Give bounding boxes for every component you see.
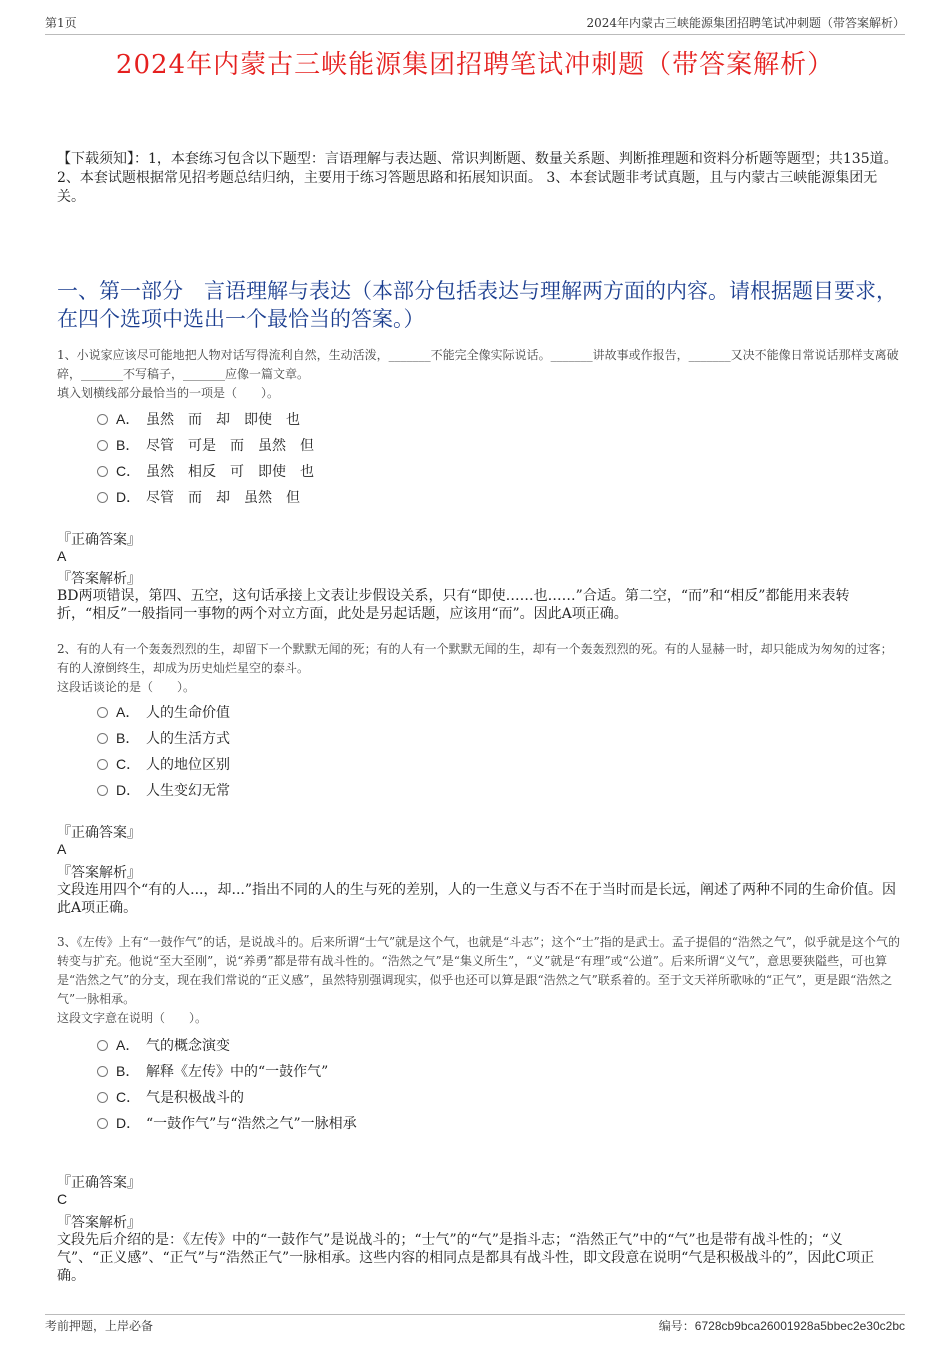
question-2-stem (57, 640, 902, 697)
radio-icon[interactable] (97, 707, 108, 718)
question-1-option-d[interactable]: D． 尽管 而 却 虽然 但 (97, 486, 300, 508)
radio-icon[interactable] (97, 785, 108, 796)
page-number: 第1页 (45, 16, 77, 30)
question-1-option-b[interactable]: B． 尽管 可是 而 虽然 但 (97, 434, 314, 456)
radio-icon[interactable] (97, 1092, 108, 1103)
radio-icon[interactable] (97, 1040, 108, 1051)
question-2-option-a[interactable]: A． 人的生命价值 (97, 701, 230, 723)
footer-slogan: 考前押题，上岸必备 (45, 1319, 154, 1333)
radio-icon[interactable] (97, 414, 108, 425)
analysis-text: 文段先后介绍的是：《左传》中的“一鼓作气”是说战斗的；“士气”的“气”是指斗志；“浩然正气”中的“气”也是带有战斗性的；“义气”、“正义感”、“正气”与“浩然正气”一脉相承。这些内容的相同点是都具有战斗性，即文段意在说明“气是积极战斗的”，因此C项正确。 (57, 1232, 875, 1284)
document-title: 2024年内蒙古三峡能源集团招聘笔试冲刺题（带答案解析） (115, 50, 835, 80)
answer-value: A (57, 548, 67, 564)
code-value: 6728cb9bca26001928a5bbec2e30c2bc (694, 1319, 905, 1333)
document-code (659, 1317, 905, 1334)
radio-icon[interactable] (97, 1118, 108, 1129)
answer-value: C (57, 1191, 68, 1207)
page-header (45, 14, 905, 35)
question-stem-text: 1、小说家应该尽可能地把人物对话写得流利自然，生动活泼，_______不能完全像实际说话。_______讲故事或作报告，_______又决不能像日常说话那样支离破碎，_______不写稿子，_______应像一篇文章。 (57, 348, 899, 381)
question-2-option-c[interactable]: C． 人的地位区别 (97, 753, 230, 775)
section-title: 一、第一部分 言语理解与表达（本部分包括表达与理解两方面的内容。请根据题目要求，在四个选项中选出一个最恰当的答案。） (57, 279, 897, 331)
question-2-option-d[interactable]: D． 人生变幻无常 (97, 779, 230, 801)
answer-label: 『正确答案』 (57, 532, 141, 548)
header-title: 2024年内蒙古三峡能源集团招聘笔试冲刺题（带答案解析） (586, 16, 905, 30)
code-label: 编号： (658, 1319, 695, 1333)
radio-icon[interactable] (97, 733, 108, 744)
radio-icon[interactable] (97, 440, 108, 451)
radio-icon[interactable] (97, 1066, 108, 1077)
question-2-option-b[interactable]: B． 人的生活方式 (97, 727, 230, 749)
question-prompt: 填入划横线部分最恰当的一项是（ ）。 (57, 386, 280, 400)
question-3-option-d[interactable]: D． “一鼓作气”与“浩然之气”一脉相承 (97, 1112, 357, 1134)
question-prompt: 这段话谈论的是（ ）。 (57, 680, 196, 694)
analysis-label: 『答案解析』 (57, 865, 141, 881)
download-notice: 【下载须知】：1，本套练习包含以下题型：言语理解与表达题、常识判断题、数量关系题、判断推理题和资料分析题等题型；共135道。 2、本套试题根据常见招考题总结归纳，主要用于练习答题思路和拓展知识面。 3、本套试题非考试真题，且与内蒙古三峡能源集团无关。 (57, 151, 898, 205)
radio-icon[interactable] (97, 759, 108, 770)
question-stem-text: 3、《左传》上有“一鼓作气”的话，是说战斗的。后来所谓“士气”就是这个气，也就是“斗志”；这个“士”指的是武士。孟子提倡的“浩然之气”，似乎就是这个气的转变与扩充。他说“至大至刚”，说“养勇”都是带有战斗性的。“浩然之气”是“集义所生”，“义”就是“有理”或“公道”。后来所谓“义气”，意思要狭隘些，可也算是“浩然之气”的分支，现在我们常说的“正义感”，虽然特别强调现实，似乎也还可以算是跟“浩然之气”联系着的。至于文天祥所歌咏的“正气”，更是跟“浩然之气”一脉相承。 (57, 935, 900, 1006)
question-1-option-a[interactable]: A． 虽然 而 却 即使 也 (97, 408, 300, 430)
analysis-label: 『答案解析』 (57, 1215, 141, 1231)
analysis-text: 文段连用四个“有的人...，却...”指出不同的人的生与死的差别，人的一生意义与否不在于当时而是长远，阐述了两种不同的生命价值。因此A项正确。 (57, 882, 897, 916)
question-1-stem (57, 346, 902, 403)
radio-icon[interactable] (97, 466, 108, 477)
analysis-label: 『答案解析』 (57, 571, 141, 587)
answer-label: 『正确答案』 (57, 825, 141, 841)
radio-icon[interactable] (97, 492, 108, 503)
question-prompt: 这段文字意在说明（ ）。 (57, 1011, 208, 1025)
question-3-option-c[interactable]: C． 气是积极战斗的 (97, 1086, 244, 1108)
answer-value: A (57, 841, 67, 857)
question-3-option-b[interactable]: B． 解释《左传》中的“一鼓作气” (97, 1060, 328, 1082)
page-footer (45, 1314, 905, 1337)
question-stem-text: 2、有的人有一个轰轰烈烈的生，却留下一个默默无闻的死；有的人有一个默默无闻的生，却有一个轰轰烈烈的死。有的人显赫一时，却只能成为匆匆的过客；有的人潦倒终生，却成为历史灿烂星空的泰斗。 (57, 642, 893, 675)
question-1-option-c[interactable]: C． 虽然 相反 可 即使 也 (97, 460, 314, 482)
question-3-stem (57, 933, 902, 1028)
answer-label: 『正确答案』 (57, 1175, 141, 1191)
question-3-option-a[interactable]: A． 气的概念演变 (97, 1034, 230, 1056)
analysis-text: BD两项错误，第四、五空，这句话承接上文表让步假设关系，只有“即使……也……”合适。第二空，“而”和“相反”都能用来表转折，“相反”一般指同一事物的两个对立方面，此处是另起话题，应该用“而”。因此A项正确。 (57, 588, 850, 622)
